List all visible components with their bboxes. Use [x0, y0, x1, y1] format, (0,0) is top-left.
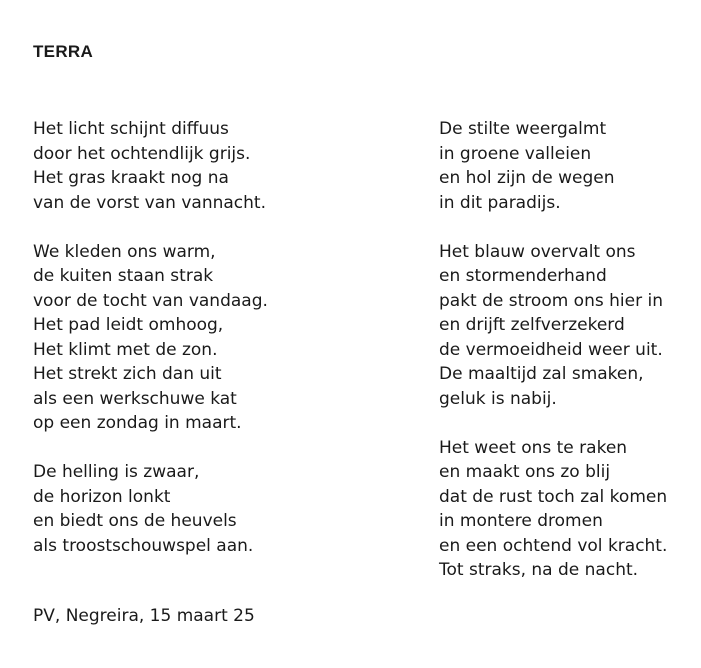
poem-line: en maakt ons zo blij	[439, 462, 611, 482]
poem-line: Het weet ons te raken	[439, 437, 628, 458]
poem-line: pakt de stroom ons hier in	[439, 290, 663, 311]
poem-line: dat de rust toch zal komen	[439, 486, 668, 507]
poem-line: in dit paradijs.	[439, 192, 561, 213]
poem-line: en hol zijn de wegen	[439, 168, 615, 188]
poem-line: geluk is nabij.	[439, 388, 557, 409]
poem-line: op een zondag in maart.	[33, 413, 242, 433]
poem-line: als een werkschuwe kat	[33, 388, 237, 409]
poem-line: en stormenderhand	[439, 266, 607, 286]
poem-line: door het ochtendlijk grijs.	[33, 143, 251, 164]
poem-line: Het klimt met de zon.	[33, 339, 218, 360]
poem-line: en drijft zelfverzekerd	[439, 315, 625, 335]
poem-column-right	[439, 117, 667, 607]
poem-line: en biedt ons de heuvels	[33, 511, 237, 531]
poem-line: de vermoeidheid weer uit.	[439, 339, 663, 360]
poem-column-left	[33, 117, 268, 583]
poem-line: en een ochtend vol kracht.	[439, 535, 668, 556]
poem-line: Het blauw overvalt ons	[439, 241, 636, 262]
poem-line: De stilte weergalmt	[439, 119, 607, 139]
poem-line: Tot straks, na de nacht.	[439, 560, 639, 580]
stanza	[33, 460, 268, 558]
stanza	[439, 240, 667, 412]
poem-line: Het strekt zich dan uit	[33, 364, 222, 384]
poem-line: als troostschouwspel aan.	[33, 535, 254, 556]
stanza	[439, 117, 667, 215]
stanza	[33, 117, 268, 215]
poem-line: voor de tocht van vandaag.	[33, 290, 268, 311]
poem-line: Het licht schijnt diffuus	[33, 119, 229, 139]
poem-line: We kleden ons warm,	[33, 241, 216, 262]
poem-line: De maaltijd zal smaken,	[439, 364, 644, 384]
poem-line: in montere dromen	[439, 511, 603, 531]
poem-line: De helling is zwaar,	[33, 462, 200, 482]
poem-line: de kuiten staan strak	[33, 266, 214, 286]
poem-line: van de vorst van vannacht.	[33, 192, 266, 213]
poem-title: TERRA	[33, 42, 94, 61]
poem-line: in groene valleien	[439, 143, 592, 164]
poem-line: Het gras kraakt nog na	[33, 168, 229, 188]
stanza	[439, 436, 667, 583]
poem-line: de horizon lonkt	[33, 486, 171, 507]
poem-line: Het pad leidt omhoog,	[33, 315, 224, 335]
stanza	[33, 240, 268, 436]
poem-signature: PV, Negreira, 15 maart 25	[33, 606, 255, 626]
